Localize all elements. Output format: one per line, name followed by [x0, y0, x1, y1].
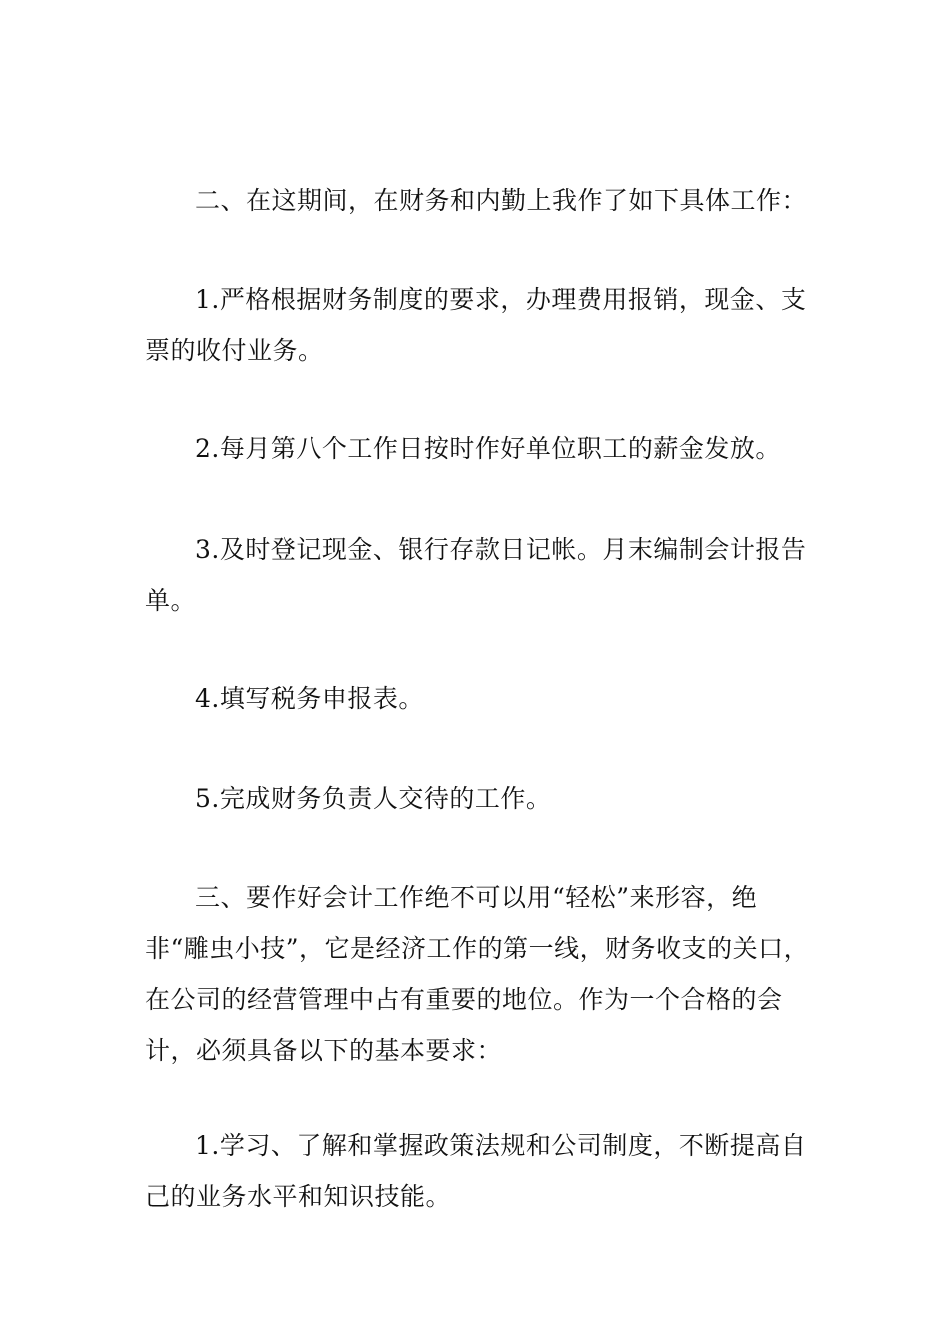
list-item-3: 3.及时登记现金、银行存款日记帐。月末编制会计报告单。 [145, 535, 807, 615]
section-three-paragraph: 三、要作好会计工作绝不可以用“轻松”来形容，绝非“雕虫小技”，它是经济工作的第一线，财务收支的关口，在公司的经营管理中占有重要的地位。作为一个合格的会计，必须具备以下的基本要求： [145, 883, 810, 1065]
list-item-1: 1.严格根据财务制度的要求，办理费用报销，现金、支票的收付业务。 [145, 285, 807, 365]
requirement-item-1: 1.学习、了解和掌握政策法规和公司制度，不断提高自己的业务水平和知识技能。 [145, 1131, 807, 1211]
list-item-4: 4.填写税务申报表。 [195, 684, 424, 713]
list-item-5: 5.完成财务负责人交待的工作。 [195, 784, 552, 813]
section-two-heading: 二、在这期间，在财务和内勤上我作了如下具体工作： [195, 186, 808, 215]
list-item-2: 2.每月第八个工作日按时作好单位职工的薪金发放。 [195, 434, 781, 463]
